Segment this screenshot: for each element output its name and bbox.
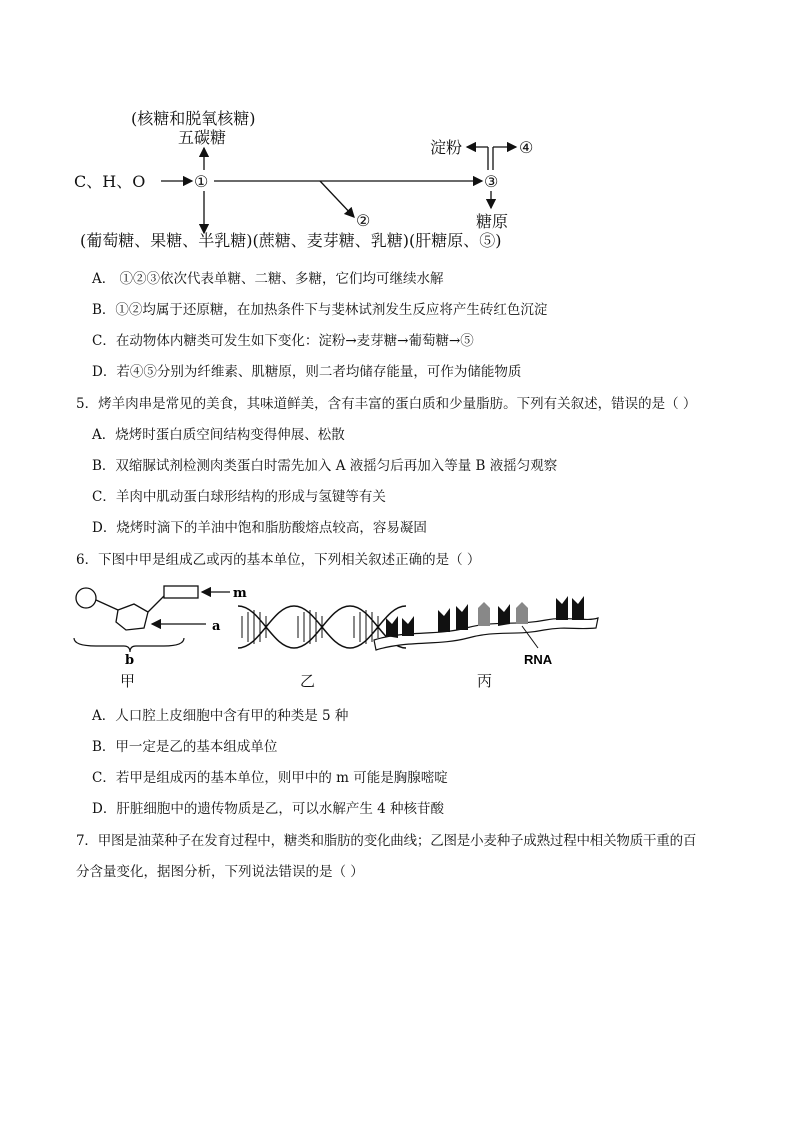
arrow-to-2: [320, 181, 354, 217]
q5-option-a: A．烧烤时蛋白质空间结构变得伸展、松散: [92, 427, 345, 443]
glycogen-label: 糖原: [476, 212, 509, 231]
label-a: a: [212, 619, 221, 634]
node-2: ②: [356, 211, 371, 230]
node-1: ①: [194, 172, 209, 191]
label-b: b: [125, 653, 135, 668]
nucleotide-structure: [74, 586, 247, 668]
node-3: ③: [484, 172, 499, 191]
q6-option-c: C．若甲是组成丙的基本单位，则甲中的 m 可能是胸腺嘧啶: [92, 770, 448, 786]
caption-bing: 丙: [477, 672, 493, 690]
sugar-examples-row: (葡萄糖、果糖、半乳糖)(蔗糖、麦芽糖、乳糖)(肝糖原、⑤): [80, 231, 502, 250]
starch-label: 淀粉: [430, 138, 463, 157]
q6-option-a: A．人口腔上皮细胞中含有甲的种类是 5 种: [92, 708, 349, 724]
nucleotide-dna-rna-figure: [66, 578, 606, 698]
q7-stem-line1: 7．甲图是油菜种子在发育过程中，糖类和脂肪的变化曲线；乙图是小麦种子成熟过程中相关物质干重的百: [76, 833, 697, 849]
elements-label: C、H、O: [74, 172, 146, 191]
q5-option-c: C．羊肉中肌动蛋白球形结构的形成与氢键等有关: [92, 489, 386, 505]
pentose-ring: [116, 604, 148, 630]
q4-option-b: B．①②均属于还原糖，在加热条件下与斐林试剂发生反应将产生砖红色沉淀: [92, 302, 548, 318]
q5-stem: 5．烤羊肉串是常见的美食，其味道鲜美，含有丰富的蛋白质和少量脂肪。下列有关叙述，错误的是（ ）: [76, 396, 697, 412]
caption-yi: 乙: [300, 672, 316, 690]
label-m: m: [233, 586, 247, 601]
node-4: ④: [519, 138, 534, 157]
label-rna: RNA: [524, 652, 553, 667]
rna-strand: [374, 596, 598, 667]
q6-stem: 6．下图中甲是组成乙或丙的基本单位，下列相关叙述正确的是（ ）: [76, 552, 481, 568]
q5-option-d: D．烧烤时滴下的羊油中饱和脂肪酸熔点较高，容易凝固: [92, 520, 427, 536]
q7-stem-line2: 分含量变化，据图分析，下列说法错误的是（ ）: [76, 864, 364, 880]
q6-option-b: B．甲一定是乙的基本组成单位: [92, 739, 278, 755]
q5-option-b: B．双缩脲试剂检测肉类蛋白时需先加入 A 液摇匀后再加入等量 B 液摇匀观察: [92, 458, 558, 474]
phosphate-circle: [76, 588, 96, 608]
sugar-classification-diagram: [0, 0, 794, 260]
pentose-label: 五碳糖: [178, 128, 227, 147]
q4-option-a: A． ①②③依次代表单糖、二糖、多糖，它们均可继续水解: [92, 271, 444, 287]
q4-option-c: C．在动物体内糖类可发生如下变化：淀粉→麦芽糖→葡萄糖→⑤: [92, 333, 474, 349]
q6-option-d: D．肝脏细胞中的遗传物质是乙，可以水解产生 4 种核苷酸: [92, 801, 444, 817]
base-rectangle: [164, 586, 198, 598]
pentose-note-label: (核糖和脱氧核糖): [131, 109, 256, 128]
q4-option-d: D．若④⑤分别为纤维素、肌糖原，则二者均储存能量，可作为储能物质: [92, 364, 522, 380]
caption-jia: 甲: [120, 672, 136, 690]
brace-b: [74, 638, 184, 652]
